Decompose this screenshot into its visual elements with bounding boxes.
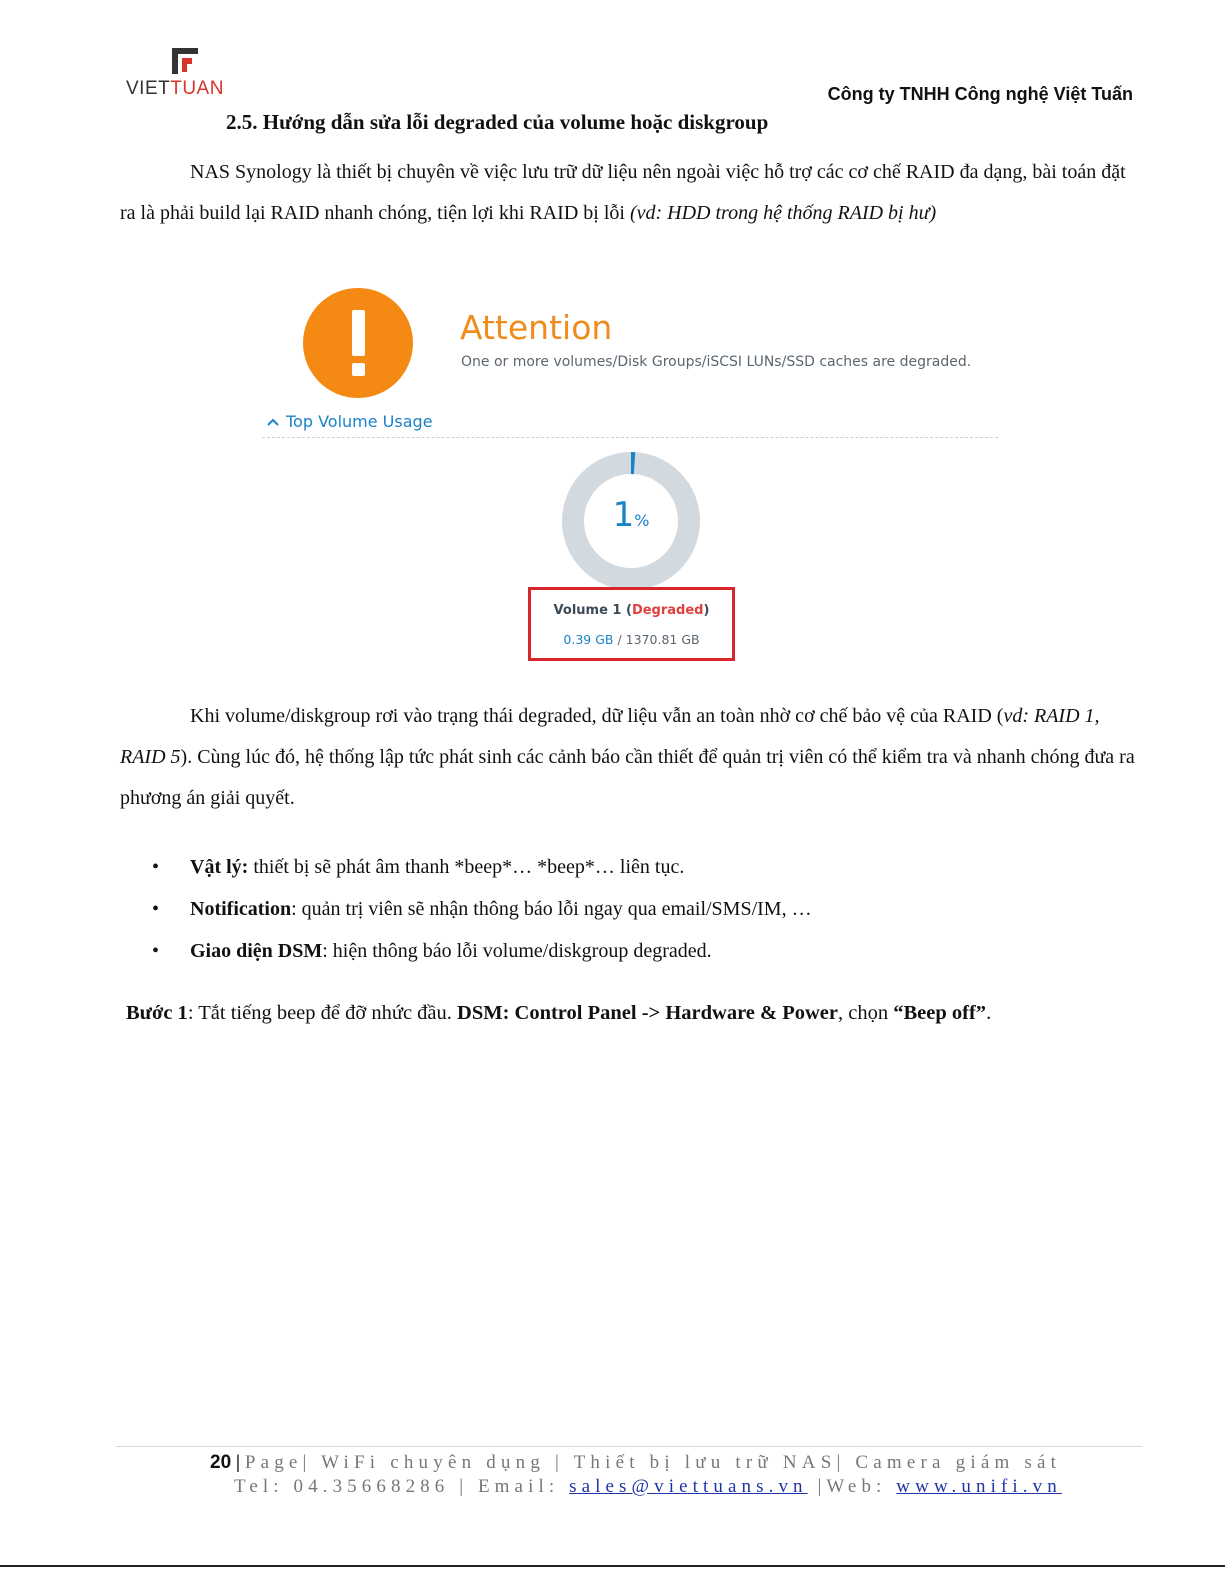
bullet-title: Notification [190, 898, 292, 920]
company-name: Công ty TNHH Công nghệ Việt Tuấn [827, 84, 1133, 104]
para2-italic: vd: RAID 1, RAID 5 [120, 705, 1100, 768]
bullet-text: : quản trị viên sẽ nhận thông báo lỗi ngay qua email/SMS/IM, … [291, 898, 812, 920]
website-link[interactable]: www.unifi.vn [896, 1476, 1062, 1497]
top-volume-usage-toggle[interactable] [266, 412, 433, 431]
volume-paren-open: ( [621, 603, 632, 618]
intro-text: NAS Synology là thiết bị chuyên về việc lưu trữ dữ liệu nên ngoài việc hỗ trợ các cơ chế RAID đa dạng, bài toán đặt ra là phải build lại RAID nhanh chóng, tiện lợi khi RAID bị lỗi [120, 161, 1126, 224]
logo-text-tuan: TUAN [170, 78, 224, 99]
step-1-end: . [986, 1002, 992, 1024]
para2-text-1: Khi volume/diskgroup rơi vào trạng thái degraded, dữ liệu vẫn an toàn nhờ cơ chế bảo vệ của RAID ( [190, 705, 1004, 727]
exclamation-icon [303, 288, 413, 398]
attention-description: One or more volumes/Disk Groups/iSCSI LUNs/SSD caches are degraded. [461, 354, 972, 370]
footer-phone: Tel: 04.35668286 | Email: [234, 1476, 570, 1497]
volume-label: Volume 1 [553, 603, 622, 618]
volume-used: 0.39 GB [563, 632, 614, 647]
intro-italic: (vd: HDD trong hệ thống RAID bị hư) [629, 202, 937, 224]
bullet-icon: • [152, 940, 160, 962]
usage-percent-value: 1 [612, 495, 635, 535]
step-1-text: : Tắt tiếng beep để đỡ nhức đầu. [187, 1002, 458, 1024]
step-1-text-2: , chọn [838, 1002, 894, 1024]
chevron-up-icon [266, 412, 280, 431]
bullet-text: thiết bị sẽ phát âm thanh *beep*… *beep*… liên tục. [248, 856, 685, 878]
bullet-icon: • [152, 898, 160, 920]
footer-web-label: |Web: [807, 1476, 897, 1497]
logo-text-viet: VIET [126, 78, 171, 99]
volume-name [531, 603, 732, 618]
step-1 [126, 1002, 991, 1025]
footer-tagline: Page| WiFi chuyên dụng | Thiết bị lưu trữ NAS| Camera giám sát [244, 1452, 1062, 1473]
para2-text-2: ). Cùng lúc đó, hệ thống lập tức phát sinh các cảnh báo cần thiết để quản trị viên có thể kiểm tra và nhanh chóng đưa ra phương án giải quyết. [120, 746, 1135, 809]
page-separator: | [231, 1452, 245, 1473]
intro-paragraph [120, 152, 1140, 234]
footer-divider [116, 1446, 1142, 1447]
step-1-label: Bước 1 [126, 1002, 188, 1024]
footer-line-1 [210, 1452, 1061, 1474]
list-item [152, 888, 812, 930]
volume-paren-close: ) [703, 603, 710, 618]
status-badge: Degraded [631, 603, 704, 618]
step-1-path: DSM: Control Panel -> Hardware & Power [457, 1002, 839, 1024]
bullet-title: Giao diện DSM [190, 940, 323, 962]
volume-separator: / [613, 632, 626, 647]
degraded-paragraph [120, 696, 1140, 819]
list-item [152, 930, 812, 972]
attention-title: Attention [460, 308, 613, 347]
step-1-option: “Beep off” [893, 1002, 987, 1024]
volume-highlight-box [528, 587, 735, 661]
usage-percent-unit: % [634, 511, 650, 530]
bottom-border [0, 1565, 1225, 1567]
list-item [152, 846, 812, 888]
bullet-text: : hiện thông báo lỗi volume/diskgroup degraded. [322, 940, 712, 962]
top-volume-usage-label: Top Volume Usage [286, 412, 433, 431]
dsm-screenshot [258, 282, 1003, 672]
logo-wordmark [126, 78, 224, 100]
alert-bullet-list [152, 846, 812, 972]
email-link[interactable]: sales@viettuans.vn [569, 1476, 808, 1497]
footer-line-2 [234, 1476, 1062, 1498]
bullet-title: Vật lý: [190, 856, 249, 878]
volume-total: 1370.81 GB [625, 632, 700, 647]
bullet-icon: • [152, 856, 160, 878]
page-number: 20 [210, 1452, 232, 1473]
company-logo [126, 46, 246, 102]
volume-capacity [531, 632, 732, 647]
logo-mark-icon [170, 46, 200, 76]
section-heading: 2.5. Hướng dẫn sửa lỗi degraded của volume hoặc diskgroup [226, 110, 769, 134]
usage-percent [561, 495, 701, 535]
divider [262, 437, 998, 438]
